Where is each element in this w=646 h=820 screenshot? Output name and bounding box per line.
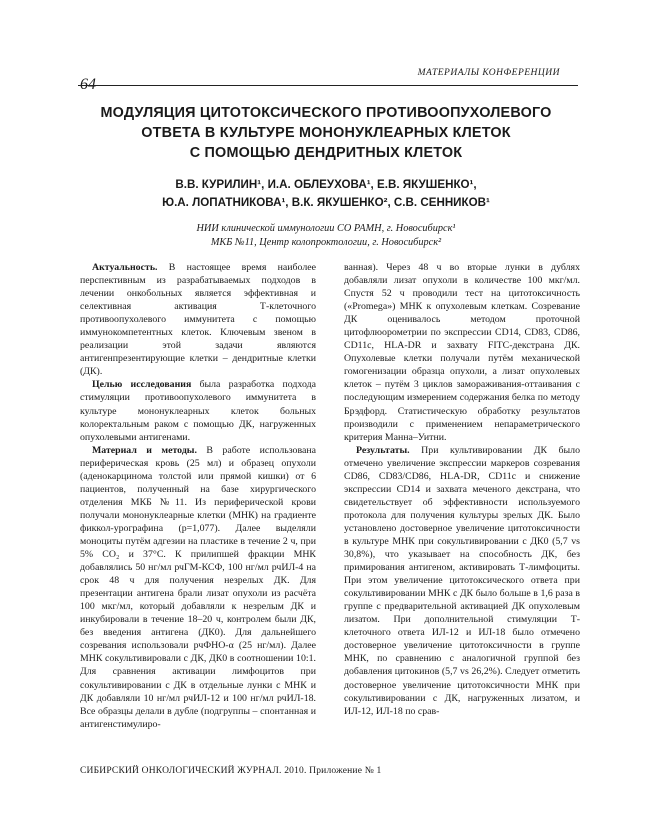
- page-number: 64: [80, 76, 96, 93]
- title-line: С ПОМОЩЬЮ ДЕНДРИТНЫХ КЛЕТОК: [189, 145, 463, 161]
- paragraph-lead: Результаты.: [356, 444, 410, 456]
- paragraph-relevance: [80, 261, 316, 378]
- left-column: [80, 261, 316, 731]
- title-line: ОТВЕТА В КУЛЬТУРЕ МОНОНУКЛЕАРНЫХ КЛЕТОК: [141, 125, 511, 141]
- paragraph-lead: Материал и методы.: [92, 444, 197, 456]
- paragraph-lead: Актуальность.: [92, 262, 158, 273]
- affiliation-line: НИИ клинической иммунологии СО РАМН, г. Новосибирск¹: [196, 223, 456, 234]
- affiliations: [80, 222, 572, 250]
- paragraph-results: [344, 444, 580, 718]
- authors-line: Ю.А. ЛОПАТНИКОВА¹, В.К. ЯКУШЕНКО², С.В. СЕННИКОВ¹: [162, 196, 490, 209]
- authors: [80, 176, 572, 212]
- paragraph-text: При культивировании ДК было отмечено увеличение экспрессии маркеров созревания CD86, CD83/CD86, HLA-DR, CD11c и снижение экспрессии CD14 и захвата меченого декстрана, что свидетельствует об эффективности используемого протокола для получения культуры зрелых ДК. Было установлено достоверное увеличение цитотоксичности в культуре МНК при сокультивировании с ДК0 (5,7 vs 30,8%), что указывает на способность ДК, без примирования антигеном, активировать Т-лимфоциты. При этом увеличение цитотоксического ответа при сокультивировании МНК с ДК было больше в 1,6 раза в группе с предварительной активацией ДК опухолевым лизатом. При дополнительной стимуляции Т-клеточного ответа ИЛ-12 и ИЛ-18 было отмечено достоверное увеличение цитотоксичности в группе МНК, по сравнению с аналогичной группой без добавления цитокинов (5,7 vs 26,2%). Следует отметить достоверное увеличение цитотоксичности МНК при сокультивировании с ДК, нагруженных лизатом, и ИЛ-12, ИЛ-18 по срав-: [344, 444, 580, 717]
- affiliation-line: МКБ №11, Центр колопроктологии, г. Новосибирск²: [210, 237, 442, 248]
- journal-footer: СИБИРСКИЙ ОНКОЛОГИЧЕСКИЙ ЖУРНАЛ. 2010. Приложение № 1: [80, 766, 382, 776]
- paragraph-text: В работе использована периферическая кровь (25 мл) и образец опухоли (аденокарцинома толстой или прямой кишки) от 6 пациентов, полученный на базе хирургического отделения МКБ №11. Из периферической крови получали мононуклеарные клетки (МНК) на градиенте фиккол-урографина (p=1,077). Далее выделяли моноциты путём адгезии на пластике в течение 2 ч, при 5% CO₂ и 37°С. К прилипшей фракции МНК добавлялись 50 нг/мл рчГМ-КСФ, 100 нг/мл рчИЛ-4 на срок 48 ч для получения незрелых ДК. Для презентации антигена брали лизат опухоли из расчёта 100 мкг/мл, который добавляли к незрелым ДК и инкубировали в течение 18–20 ч, контролем были ДК, без введения антигена (ДК0). Для дальнейшего созревания использовали рчФНО-α (25 нг/мл). Далее МНК сокультивировали с ДК, ДК0 в соотношении 10:1. Для сравнения активации лимфоцитов при сокультивировании с ДК в отдельные лунки с МНК и ДК добавляли 10 нг/мл рчИЛ-12 и 100 нг/мл рчИЛ-18. Все образцы делали в дубле (подгруппы – спонтанная и антигенстимулиро-: [80, 444, 316, 730]
- paragraph-methods: [80, 444, 316, 731]
- paragraph-methods-continued: ванная). Через 48 ч во вторые лунки в дублях добавляли лизат опухоли в количестве 100 мкг/мл. Спустя 52 ч проводили тест на цитотоксичность («Promega») МНК к опухолевым клеткам. Созревание ДК оценивалось методом проточной цитофлюорометрии по экспрессии CD14, CD83, CD86, CD11c, HLA-DR и захвату FITC-декстрана ДК. Опухолевые клетки получали путём механической гомогенизации образца опухоли, а лизат опухолевых клеток – путём 3 циклов замораживания-оттаивания с последующим измерением содержания белка по методу Брэдфорд. Статистическую обработку результатов производили с применением непараметрического критерия Манна–Уитни.: [344, 262, 580, 443]
- header-rule: [78, 85, 578, 86]
- paragraph-lead: Целью исследования: [92, 379, 192, 391]
- article-title: [80, 103, 572, 163]
- title-line: МОДУЛЯЦИЯ ЦИТОТОКСИЧЕСКОГО ПРОТИВООПУХОЛЕВОГО: [100, 105, 552, 121]
- right-column: [344, 261, 580, 718]
- section-label: МАТЕРИАЛЫ КОНФЕРЕНЦИИ: [417, 68, 560, 78]
- authors-line: В.В. КУРИЛИН¹, И.А. ОБЛЕУХОВА¹, Е.В. ЯКУШЕНКО¹,: [175, 178, 477, 191]
- paragraph-text: была разработка подхода стимуляции противоопухолевого иммунитета в культуре мононуклеарных клеток больных колоректальным раком с помощью ДК, нагруженных опухолевыми антигенами.: [80, 379, 316, 443]
- paragraph-aim: [80, 378, 316, 443]
- paragraph-text: В настоящее время наиболее перспективным из разрабатываемых подходов в лечении онкобольных является эффективная и селективная активация Т-клеточного противоопухолевого иммунитета с помощью иммунокомпетентных клеток. Ключевым звеном в реализации этой задачи являются антигенпрезентирующие клетки – дендритные клетки (ДК).: [80, 262, 316, 378]
